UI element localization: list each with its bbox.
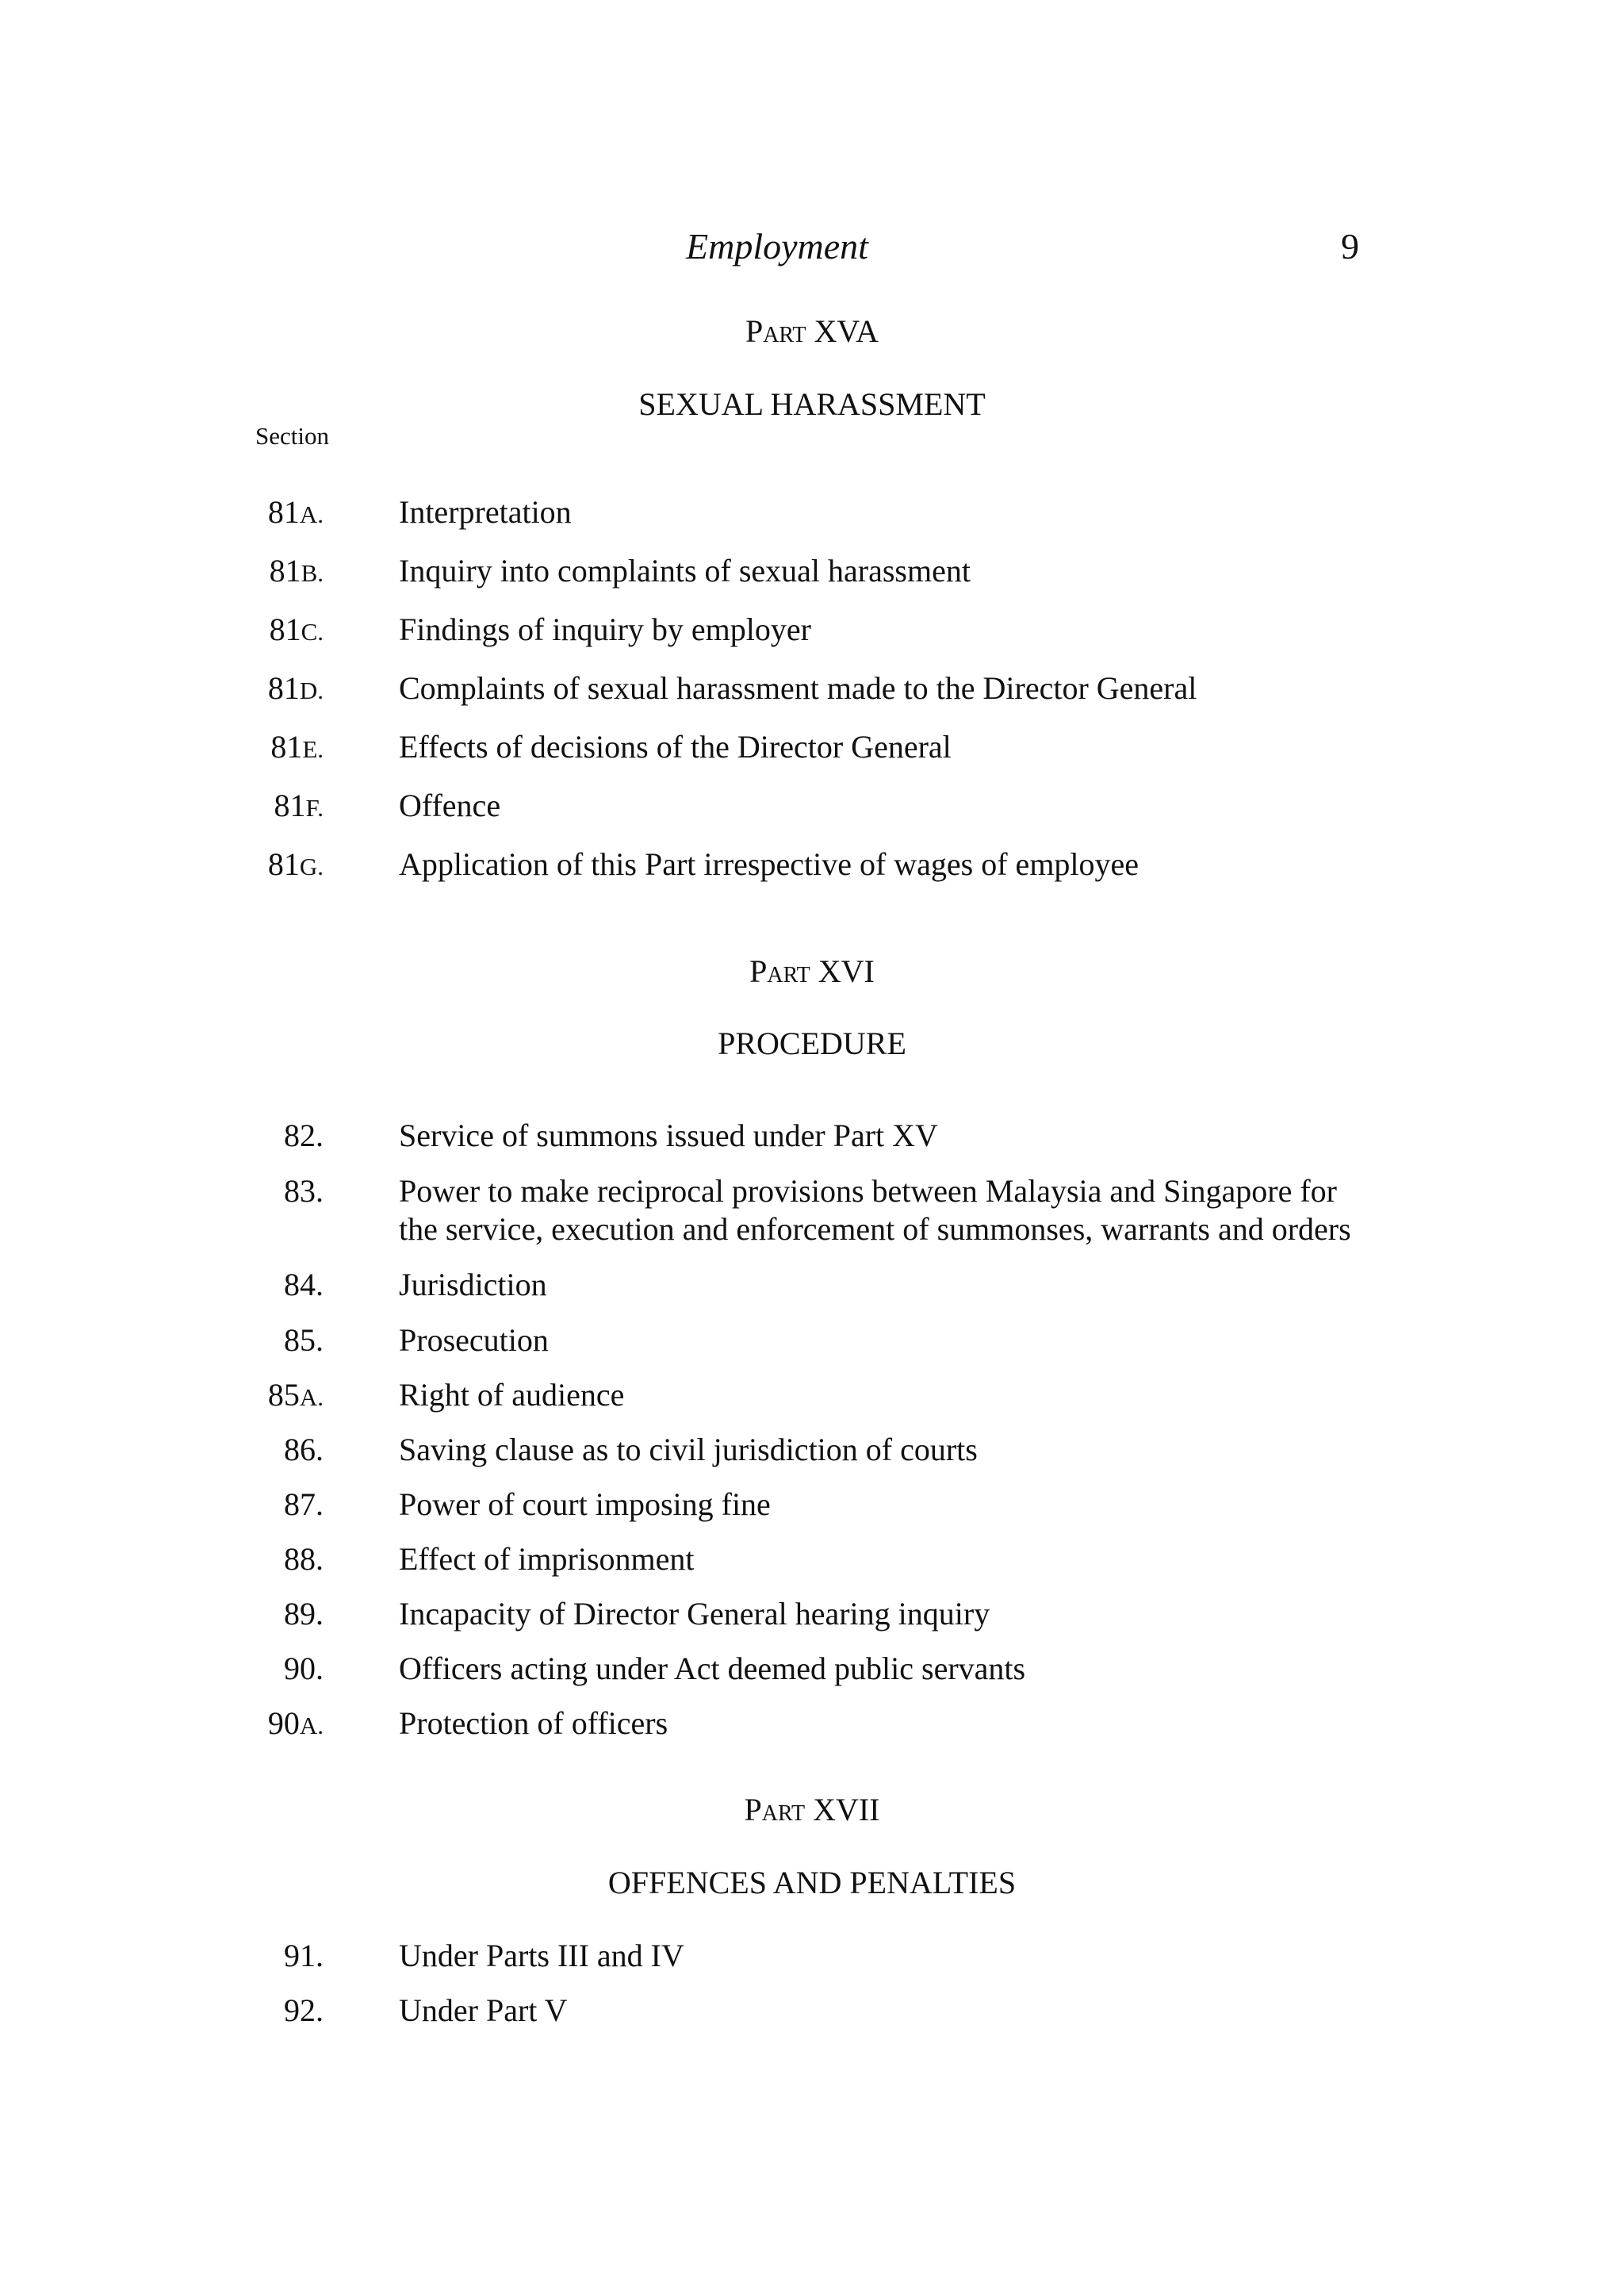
part-number: XVI (818, 953, 875, 989)
section-title: Prosecution (399, 1322, 549, 1358)
section-number: 86. (284, 1432, 324, 1467)
part-label (0, 313, 1624, 350)
section-title: Right of audience (399, 1377, 625, 1413)
section-title: Complaints of sexual harassment made to the Director General (399, 670, 1197, 706)
part-word: Part (749, 953, 810, 989)
section-number: 87. (284, 1486, 324, 1522)
section-title: Incapacity of Director General hearing inquiry (399, 1596, 990, 1632)
section-number: 92. (284, 1992, 324, 2028)
section-title: Findings of inquiry by employer (399, 612, 811, 647)
section-title: Saving clause as to civil jurisdiction of courts (399, 1432, 978, 1467)
part-heading: PROCEDURE (718, 1026, 906, 1061)
section-title: Under Parts III and IV (399, 1938, 684, 1973)
section-caption: Section (255, 422, 329, 450)
section-number: 81F. (274, 788, 324, 823)
section-title: Under Part V (399, 1992, 568, 2028)
section-number: 91. (284, 1938, 324, 1973)
section-title: Power to make reciprocal provisions between Malaysia and Singapore for the service, execution and enforcement of summonses, warrants and orders (399, 1173, 1351, 1247)
page-number: 9 (1341, 226, 1359, 266)
section-title: Application of this Part irrespective of wages of employee (399, 846, 1139, 882)
page-header (0, 222, 1624, 286)
section-number: 83. (284, 1173, 324, 1209)
section-title: Service of summons issued under Part XV (399, 1118, 938, 1153)
section-number: 84. (284, 1267, 324, 1302)
part-word: Part (744, 1792, 806, 1827)
section-title: Offence (399, 788, 501, 823)
section-number: 81D. (267, 670, 324, 706)
section-number: 89. (284, 1596, 324, 1632)
section-number: 81G. (267, 846, 324, 882)
part-number: XVII (813, 1792, 880, 1827)
section-number: 88. (284, 1541, 324, 1577)
section-title: Power of court imposing fine (399, 1486, 771, 1522)
part-label (0, 1791, 1624, 1828)
part-word: Part (745, 313, 806, 349)
section-number: 81B. (269, 553, 324, 589)
section-number: 90. (284, 1651, 324, 1686)
part-heading: SEXUAL HARASSMENT (638, 386, 986, 422)
section-number: 81A. (267, 494, 324, 530)
section-number: 81E. (270, 729, 324, 765)
section-number: 85. (284, 1322, 324, 1358)
section-number: 81C. (269, 612, 324, 647)
section-title: Effects of decisions of the Director General (399, 729, 952, 765)
part-number: XVA (814, 313, 879, 349)
section-title: Jurisdiction (399, 1267, 547, 1302)
section-number: 85A. (267, 1377, 324, 1413)
running-title: Employment (686, 226, 868, 266)
section-number: 90A. (267, 1705, 324, 1741)
section-title: Officers acting under Act deemed public servants (399, 1651, 1026, 1686)
part-label (0, 953, 1624, 990)
section-title: Protection of officers (399, 1705, 668, 1741)
section-number: 82. (284, 1118, 324, 1153)
section-title: Effect of imprisonment (399, 1541, 695, 1577)
section-title: Inquiry into complaints of sexual harassment (399, 553, 971, 589)
part-heading: OFFENCES AND PENALTIES (607, 1865, 1017, 1900)
section-title: Interpretation (399, 494, 572, 530)
